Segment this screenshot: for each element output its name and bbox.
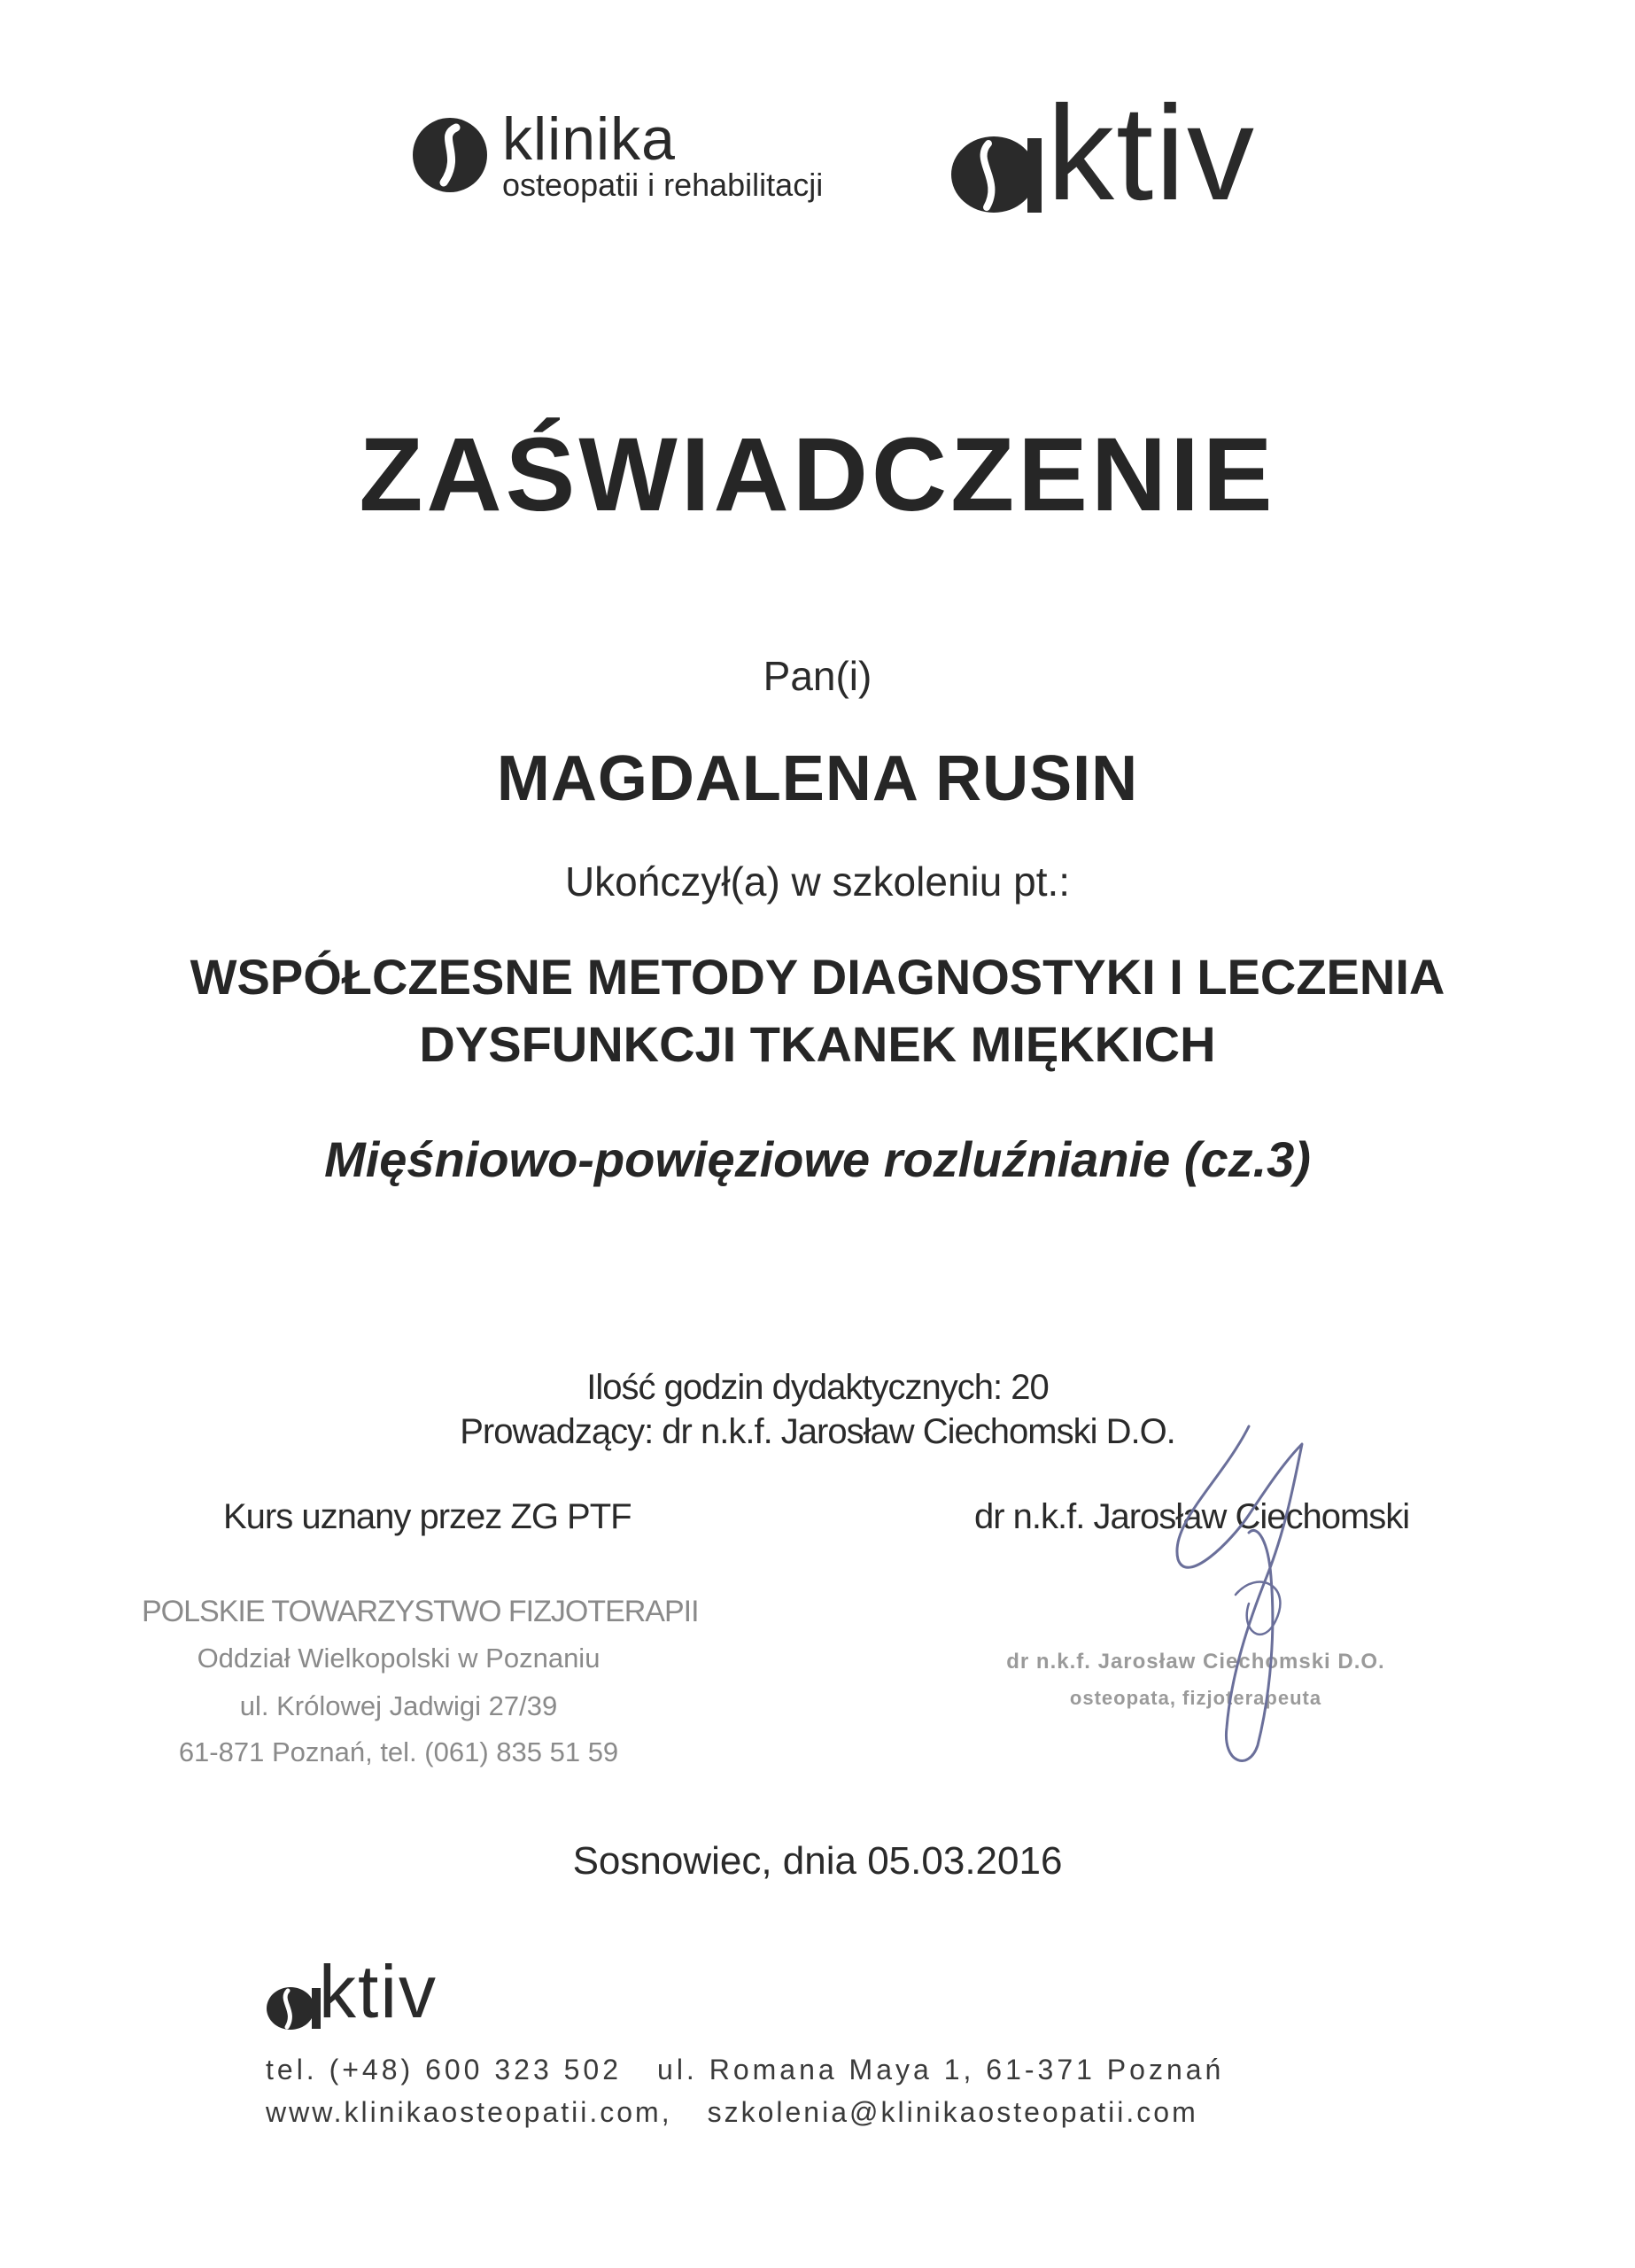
ptf-stamp-line-4: 61-871 Poznań, tel. (061) 835 51 59 [178, 1736, 619, 1767]
completed-label: Ukończył(a) w szkoleniu pt.: [564, 858, 1071, 905]
footer-logo-word: ktiv [319, 1950, 438, 2033]
footer-address: ul. Romana Maya 1, 61-371 Poznań [657, 2054, 1225, 2085]
klinika-logo-icon [410, 115, 490, 195]
page-title: ZAŚWIADCZENIE [359, 416, 1276, 533]
accreditation-note: Kurs uznany przez ZG PTF [223, 1497, 632, 1536]
footer-aktiv-logo-icon [266, 1986, 322, 2031]
instructor: Prowadzący: dr n.k.f. Jarosław Ciechomski D.O. [460, 1412, 1175, 1451]
signatory-name: dr n.k.f. Jarosław Ciechomski [974, 1497, 1410, 1536]
course-title-line-1: WSPÓŁCZESNE METODY DIAGNOSTYKI I LECZENIA [190, 949, 1445, 1005]
footer-website[interactable]: www.klinikaosteopatii.com, [266, 2096, 672, 2128]
course-subtitle: Mięśniowo-powięziowe rozluźnianie (cz.3) [324, 1131, 1311, 1187]
teaching-hours: Ilość godzin dydaktycznych: 20 [586, 1368, 1049, 1407]
ptf-stamp-line-3: ul. Królowej Jadwigi 27/39 [239, 1690, 558, 1721]
salutation: Pan(i) [763, 653, 872, 699]
handwritten-signature [1116, 1409, 1364, 1781]
signature-stamp-line-2: osteopata, fizjoterapeuta [1069, 1687, 1322, 1709]
footer-web-line [266, 2096, 1198, 2129]
recipient-name: MAGDALENA RUSIN [496, 743, 1139, 814]
klinika-logo-name: klinika [502, 105, 676, 173]
ptf-stamp-line-1: POLSKIE TOWARZYSTWO FIZJOTERAPII [142, 1595, 699, 1628]
ptf-stamp-line-2: Oddział Wielkopolski w Poznaniu [197, 1643, 601, 1674]
course-title-line-2: DYSFUNKCJI TKANEK MIĘKKICH [419, 1016, 1216, 1072]
footer-contact-line [266, 2054, 1224, 2086]
issue-date: Sosnowiec, dnia 05.03.2016 [572, 1839, 1063, 1883]
aktiv-logo [948, 78, 1267, 229]
aktiv-logo-icon [948, 135, 1045, 214]
footer-phone: tel. (+48) 600 323 502 [266, 2054, 623, 2085]
aktiv-logo-word: ktiv [1047, 78, 1256, 229]
klinika-logo [410, 105, 888, 203]
ptf-stamp [142, 1595, 699, 1798]
signature-stamp-line-1: dr n.k.f. Jarosław Ciechomski D.O. [1006, 1650, 1385, 1674]
footer-email[interactable]: szkolenia@klinikaosteopatii.com [707, 2096, 1198, 2128]
klinika-logo-subtitle: osteopatii i rehabilitacji [502, 167, 824, 203]
footer-aktiv-logo [266, 1950, 531, 2038]
